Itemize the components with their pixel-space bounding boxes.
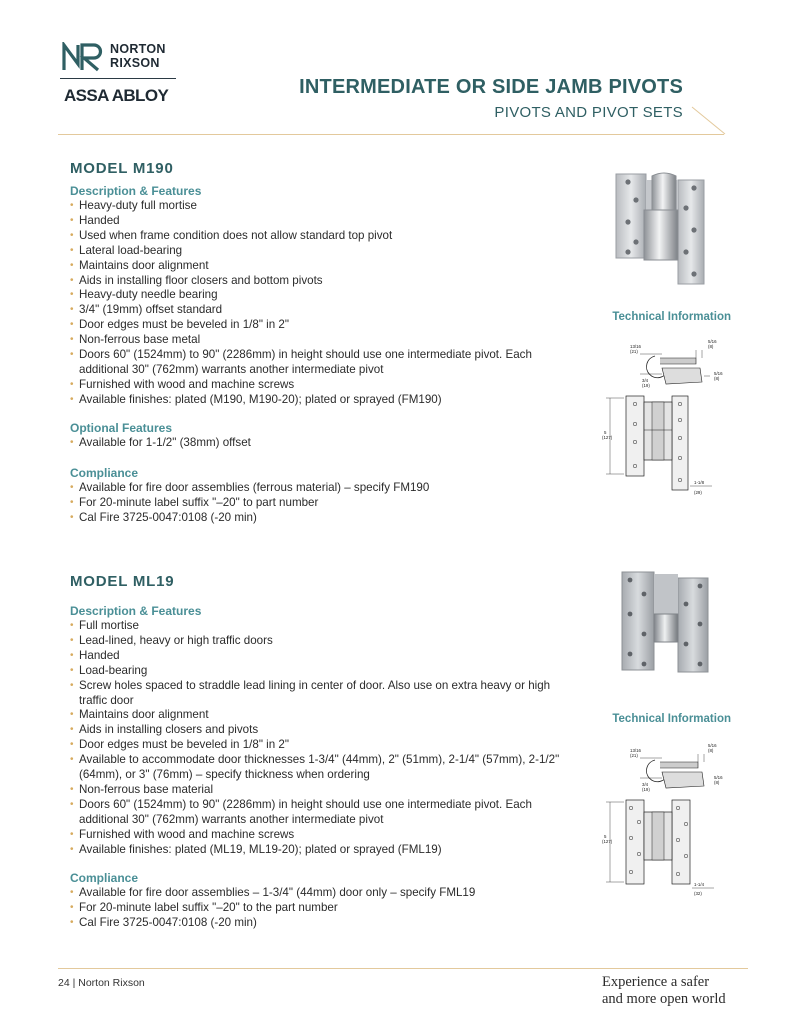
m190-technical-label: Technical Information <box>612 311 731 323</box>
norton-rixson-logo-text <box>110 42 166 70</box>
ml19-description-list <box>70 619 575 858</box>
m190-compliance-heading: Compliance <box>70 466 139 480</box>
list-item: • Doors 60" (1524mm) to 90" (2286mm) in height should use one intermediate pivot. Each additional 30" (762mm) warrants another intermediate pivot <box>70 798 575 828</box>
list-item: • Available finishes: plated (M190, M190-20); plated or sprayed (FM190) <box>70 393 575 408</box>
list-item: • Load-bearing <box>70 664 575 679</box>
list-item: • Available for 1-1/2" (38mm) offset <box>70 436 575 451</box>
list-item: • For 20-minute label suffix "–20" to part number <box>70 496 575 511</box>
m190-dim-label: (127) <box>602 435 613 440</box>
list-item: • Heavy-duty needle bearing <box>70 288 575 303</box>
ml19-compliance-heading: Compliance <box>70 871 139 885</box>
logo-line-2: RIXSON <box>110 56 160 70</box>
footer-tagline <box>602 974 726 1008</box>
list-item: • Non-ferrous base material <box>70 783 575 798</box>
footer-rule <box>58 968 748 969</box>
tagline-line-1: Experience a safer <box>602 974 710 990</box>
model-m190-title: MODEL M190 <box>70 160 174 177</box>
norton-rixson-logo-mark <box>62 42 108 72</box>
list-item: • Available to accommodate door thicknesses 1-3/4" (44mm), 2" (51mm), 2-1/4" (57mm), 2-1/2" (64mm), or 3" (76mm) – specify thickness when ordering <box>70 753 575 783</box>
m190-dim-label: (19) <box>642 383 650 388</box>
list-item: • 3/4" (19mm) offset standard <box>70 303 575 318</box>
ml19-dim-label: (21) <box>630 753 638 758</box>
ml19-dim-label: (32) <box>694 891 702 896</box>
model-ml19-title: MODEL ML19 <box>70 573 175 590</box>
m190-optional-heading: Optional Features <box>70 421 173 435</box>
header-rule <box>58 134 724 135</box>
tagline-line-2: and more open world <box>602 991 726 1007</box>
m190-dim-label: (8) <box>708 344 714 349</box>
ml19-technical-drawing <box>600 742 732 898</box>
assa-abloy-logo: ASSA ABLOY <box>64 86 169 105</box>
list-item: • Door edges must be beveled in 1/8" in 2" <box>70 318 575 333</box>
page-title: INTERMEDIATE OR SIDE JAMB PIVOTS <box>299 76 683 98</box>
list-item: • Available for fire door assemblies (ferrous material) – specify FM190 <box>70 481 575 496</box>
page-subtitle: PIVOTS AND PIVOT SETS <box>494 104 683 121</box>
m190-dim-label: 5/16 <box>714 371 723 376</box>
list-item: • Handed <box>70 214 575 229</box>
ml19-dim-label: 3/4 <box>642 782 649 787</box>
ml19-dim-label: (127) <box>602 839 613 844</box>
ml19-dim-label: 5 <box>604 834 607 839</box>
ml19-dim-label: (19) <box>642 787 650 792</box>
ml19-dim-label: 5/16 <box>714 775 723 780</box>
list-item: • Furnished with wood and machine screws <box>70 378 575 393</box>
ml19-dim-label: 13/16 <box>630 748 641 753</box>
m190-dim-label: 5/16 <box>708 339 717 344</box>
ml19-description-heading: Description & Features <box>70 604 202 618</box>
ml19-product-image <box>620 570 712 674</box>
m190-compliance-list <box>70 481 575 526</box>
list-item: • Cal Fire 3725-0047:0108 (-20 min) <box>70 916 575 931</box>
list-item: • Maintains door alignment <box>70 708 575 723</box>
m190-optional-list <box>70 436 575 451</box>
footer-page-label: 24 | Norton Rixson <box>58 977 145 989</box>
m190-technical-drawing <box>600 338 732 500</box>
list-item: • Handed <box>70 649 575 664</box>
list-item: • Non-ferrous base metal <box>70 333 575 348</box>
list-item: • Cal Fire 3725-0047:0108 (-20 min) <box>70 511 575 526</box>
list-item: • Furnished with wood and machine screws <box>70 828 575 843</box>
list-item: • Used when frame condition does not allow standard top pivot <box>70 229 575 244</box>
logo-divider <box>60 78 176 79</box>
m190-dim-label: 13/16 <box>630 344 641 349</box>
list-item: • Available finishes: plated (ML19, ML19-20); plated or sprayed (FML19) <box>70 843 575 858</box>
m190-dim-label: 3/4 <box>642 378 649 383</box>
list-item: • Available for fire door assemblies – 1-3/4" (44mm) door only – specify FML19 <box>70 886 575 901</box>
ml19-dim-label: 5/16 <box>708 743 717 748</box>
list-item: • Doors 60" (1524mm) to 90" (2286mm) in height should use one intermediate pivot. Each additional 30" (762mm) warrants another intermediate pivot <box>70 348 575 378</box>
ml19-technical-label: Technical Information <box>612 713 731 725</box>
list-item: • Lead-lined, heavy or high traffic doors <box>70 634 575 649</box>
m190-description-heading: Description & Features <box>70 184 202 198</box>
list-item: • Full mortise <box>70 619 575 634</box>
m190-dim-label: (21) <box>630 349 638 354</box>
list-item: • Screw holes spaced to straddle lead lining in center of door. Also use on extra heavy or high traffic door <box>70 679 575 709</box>
m190-dim-label: (8) <box>714 376 720 381</box>
m190-product-image <box>614 170 708 288</box>
ml19-dim-label: 1-1/4 <box>694 882 705 887</box>
list-item: • Lateral load-bearing <box>70 244 575 259</box>
list-item: • Aids in installing floor closers and bottom pivots <box>70 274 575 289</box>
m190-dim-label: (29) <box>694 490 702 495</box>
list-item: • Door edges must be beveled in 1/8" in 2" <box>70 738 575 753</box>
m190-dim-label: 1-1/8 <box>694 480 705 485</box>
logo-line-1: NORTON <box>110 42 166 56</box>
m190-description-list <box>70 199 575 408</box>
ml19-compliance-list <box>70 886 575 931</box>
ml19-dim-label: (8) <box>708 748 714 753</box>
list-item: • For 20-minute label suffix "–20" to the part number <box>70 901 575 916</box>
m190-dim-label: 5 <box>604 430 607 435</box>
ml19-dim-label: (8) <box>714 780 720 785</box>
list-item: • Maintains door alignment <box>70 259 575 274</box>
list-item: • Aids in installing closers and pivots <box>70 723 575 738</box>
header-accent-line <box>690 106 730 136</box>
list-item: • Heavy-duty full mortise <box>70 199 575 214</box>
